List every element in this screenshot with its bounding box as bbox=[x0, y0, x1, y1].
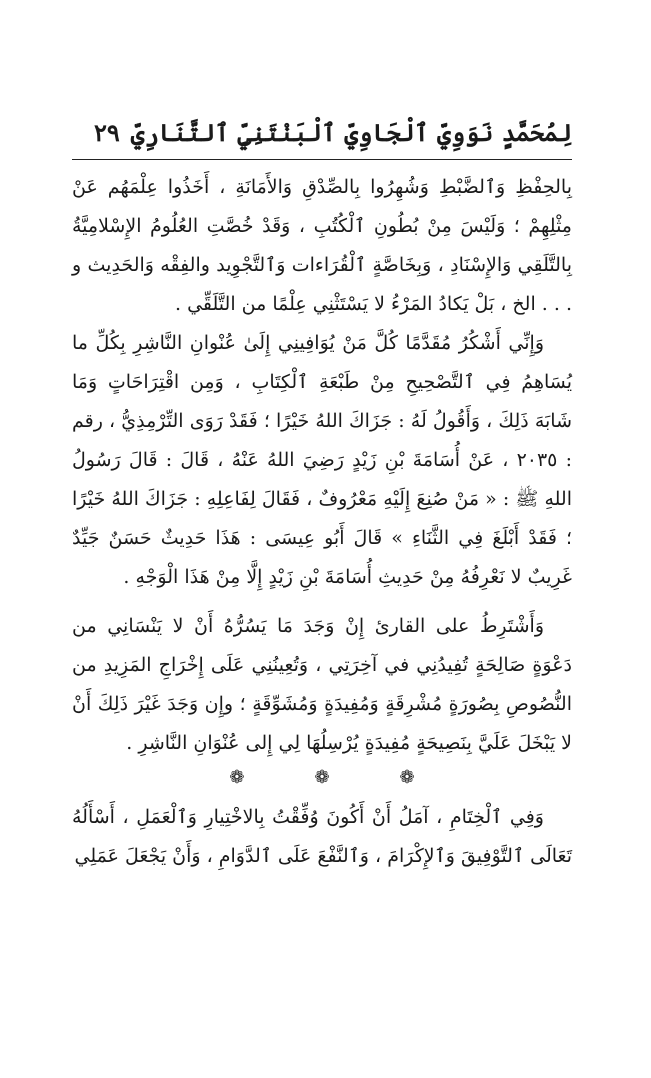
separator-star-icon: ❁ bbox=[314, 767, 330, 788]
page-body bbox=[72, 168, 572, 876]
paragraph-3: وَأَشْتَرِطُ على القارئ إِنْ وَجَدَ مَا يَسُرُّهُ أَنْ لا يَنْسَانِي من دَعْوَةٍ صَالِحَةٍ تُفِيدُنِي في آخِرَتِي ، وَتُعِينُنِي عَلَى إِخْرَاجِ المَزِيدِ من النُّصُوصِ بِصُورَةٍ مُشْرِقَةٍ وَمُفِيدَةٍ وَمُشَوِّقَةٍ ؛ وإِن وَجَدَ غَيْرَ ذَلِكَ أَنْ لا يَبْخَلَ عَلَيَّ بِنَصِيحَةٍ مُفِيدَةٍ يُرْسِلُهَا لِي إِلى عُنْوَانِ النَّاشِرِ . bbox=[72, 615, 572, 754]
paragraph-4: وَفِي ٱلْخِتَامِ ، آمَلُ أَنْ أَكُونَ وُفِّقْتُ بِالاخْتِيارِ وَٱلْعَمَلِ ، أَسْأَلُهُ تَعَالَى ٱلتَّوْفِيقَ وَٱلإِكْرَامَ ، وَٱلنَّفْعَ عَلَى ٱلدَّوَامِ ، وَأَنْ يَجْعَلَ عَمَلِي bbox=[72, 806, 572, 867]
separator-star-icon: ❁ bbox=[229, 767, 245, 788]
separator-star-icon: ❁ bbox=[399, 767, 415, 788]
section-separator bbox=[72, 767, 572, 788]
running-title: لِمُحَمَّدٍ نَوَوِيِّ ٱلْجَاوِيِّ ٱلْبَنْتَنِيِّ ٱلتَّنَارِيِّ bbox=[130, 118, 572, 147]
page-number: ٢٩ bbox=[94, 118, 120, 147]
page-header bbox=[72, 112, 572, 156]
paragraph-gap bbox=[72, 597, 572, 607]
paragraph-2: وَإِنِّي أَشْكُرُ مُقَدَّمًا كُلَّ مَنْ يُوَافِينِي إِلَىٰ عُنْوانِ النَّاشِرِ بِكُلِّ ما يُسَاهِمُ فِي ٱلتَّصْحِيحِ مِنْ طَبْعَةِ ٱلْكِتَابِ ، وَمِن اقْتِرَاحَاتٍ وَمَا شَابَهَ ذَلِكَ ، وَأَقُولُ لَهُ : جَزَاكَ اللهُ خَيْرًا ؛ فَقَدْ رَوَى التِّرْمِذِيُّ ، رقم : ٢٠٣٥ ، عَنْ أُسَامَةَ بْنِ زَيْدٍ رَضِيَ اللهُ عَنْهُ ، قَالَ : قَالَ رَسُولُ اللهِ ﷺ : « مَنْ صُنِعَ إِلَيْهِ مَعْرُوفٌ ، فَقَالَ لِفَاعِلِهِ : جَزَاكَ اللهُ خَيْرًا ؛ فَقَدْ أَبْلَغَ فِي الثَّنَاءِ » قَالَ أَبُو عِيسَى : هَذَا حَدِيثٌ حَسَنٌ جَيِّدٌ غَرِيبٌ لا نَعْرِفُهُ مِنْ حَدِيثِ أُسَامَةَ بْنِ زَيْدٍ إِلَّا مِنْ هَذَا الْوَجْهِ . bbox=[72, 332, 572, 588]
paragraph-1: بِالحِفْظِ وَٱلضَّبْطِ وَشُهِرُوا بِالصِّدْقِ وَالأَمَانَةِ ، أَخَذُوا عِلْمَهُم عَنْ مِثْلِهِمْ ؛ وَلَيْسَ مِنْ بُطُونِ ٱلْكُتُبِ ، وَقَدْ خُصَّتِ العُلُومُ الإِسْلامِيَّةُ بِالتَّلَقِي وَالإِسْنَادِ ، وَبِخَاصَّةٍ ٱلْقُرَاءات وَٱلتَّجْوِيد والفِقْه وَالحَدِيث و . . . الخ ، بَلْ يَكادُ المَرْءُ لا يَسْتَثْنِي عِلْمًا من التَّلَقِّي . bbox=[72, 176, 572, 315]
header-divider bbox=[72, 159, 572, 160]
